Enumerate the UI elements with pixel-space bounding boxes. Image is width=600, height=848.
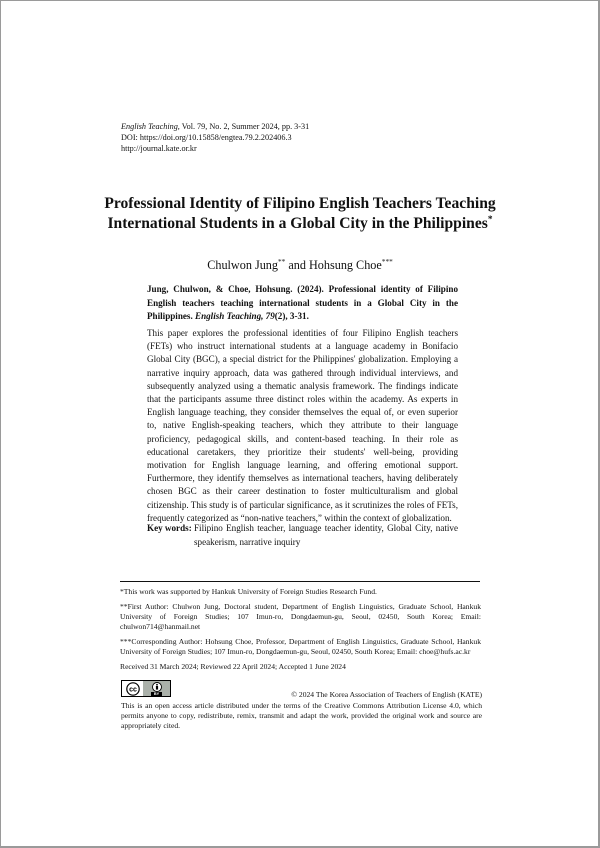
corresponding-author-footnote: ***Corresponding Author: Hohsung Choe, Professor, Department of English Linguistics, Graduate School, Hankuk University of Foreign Studies; 107 Imun-ro, Dongdaemun-gu, Seoul, 02450, South Korea; Email: choe@hufs.ac.kr [120,637,481,656]
journal-url[interactable]: http://journal.kate.or.kr [121,144,197,153]
title-footnote-mark: * [487,214,493,225]
citation-text: Jung, Chulwon, & Choe, Hohsung. (2024). Professional identity of Filipino English teachers teaching international students in a Global City in the Philippines. [147,284,458,321]
keywords-label: Key words: [147,523,194,533]
abstract-text: This paper explores the professional identities of four Filipino English teachers (FETs) who instruct international students at a language academy in Bonifacio Global City (BGC), a special district for the Philippines' globalization. Employing a narrative inquiry approach, data was gathered through individual interviews, and subsequently analyzed using a thematic analysis framework. The findings indicate that the participants assume three distinct roles within the academy. As experts in English language teaching, they consider themselves the equal of, or even superior to, native English-speaking teachers, which they attribute to their language proficiency, pedagogical skills, and content-based teaching. In their role as educational caretakers, they prioritize their students' well-being, providing motivation for English language learning, and offering emotional support. Furthermore, they identify themselves as international teachers, having deliberately chosen BGC as their career destination to foster multiculturalism and global citizenship. This study is of particular significance, as it scrutinizes the roles of FETs, frequently categorized as “non-native teachers,” within the context of globalization. [147,328,458,523]
received-dates: Received 31 March 2024; Reviewed 22 April 2024; Accepted 1 June 2024 [120,662,346,671]
citation-block [147,283,458,324]
license-text: This is an open access article distributed under the terms of the Creative Commons Attribution License 4.0, which permits anyone to copy, redistribute, remix, transmit and adapt the work, provided the original work and source are appropriately cited. [121,701,482,730]
title-line-1: Professional Identity of Filipino English Teachers Teaching [104,195,496,212]
author-line [101,258,499,273]
first-author-footnote: **First Author: Chulwon Jung, Doctoral student, Department of English Linguistics, Graduate School, Hankuk University of Foreign Studies; 107 Imun-ro, Dongdaemun-gu, Seoul, 02450, South Korea; Email: chulwon714@hanmail.net [120,602,481,631]
svg-text:cc: cc [128,686,137,694]
citation-journal-volume: English Teaching, 79 [195,311,275,321]
citation-pages: (2), 3-31. [274,311,309,321]
title-line-2 [101,214,499,234]
journal-info [121,121,309,154]
by-label: BY [151,692,162,696]
keywords-text: Filipino English teacher, language teacher identity, Global City, native speakerism, narrative inquiry [194,523,458,547]
author-1-mark: ** [277,256,286,266]
author-2: Hohsung Choe [309,258,382,272]
author-conjunction: and [285,258,309,272]
author-1: Chulwon Jung [207,258,278,272]
journal-citation-line [121,121,309,132]
copyright-block [121,690,482,731]
copyright-line: © 2024 The Korea Association of Teachers of English (KATE) [291,690,482,699]
keywords-block [147,522,458,549]
paper-title [101,194,499,233]
journal-doi[interactable]: DOI: https://doi.org/10.15858/engtea.79.2.202406.3 [121,133,292,142]
paper-page [1,1,598,846]
author-2-mark: *** [381,256,393,266]
title-line-2-text: International Students in a Global City in the Philippines [107,214,488,232]
funding-footnote: *This work was supported by Hankuk University of Foreign Studies Research Fund. [120,587,377,596]
journal-issue: , Vol. 79, No. 2, Summer 2024, pp. 3-31 [177,122,310,131]
footnote-divider [120,581,480,582]
footnotes [120,587,481,677]
journal-name: English Teaching [121,122,178,131]
